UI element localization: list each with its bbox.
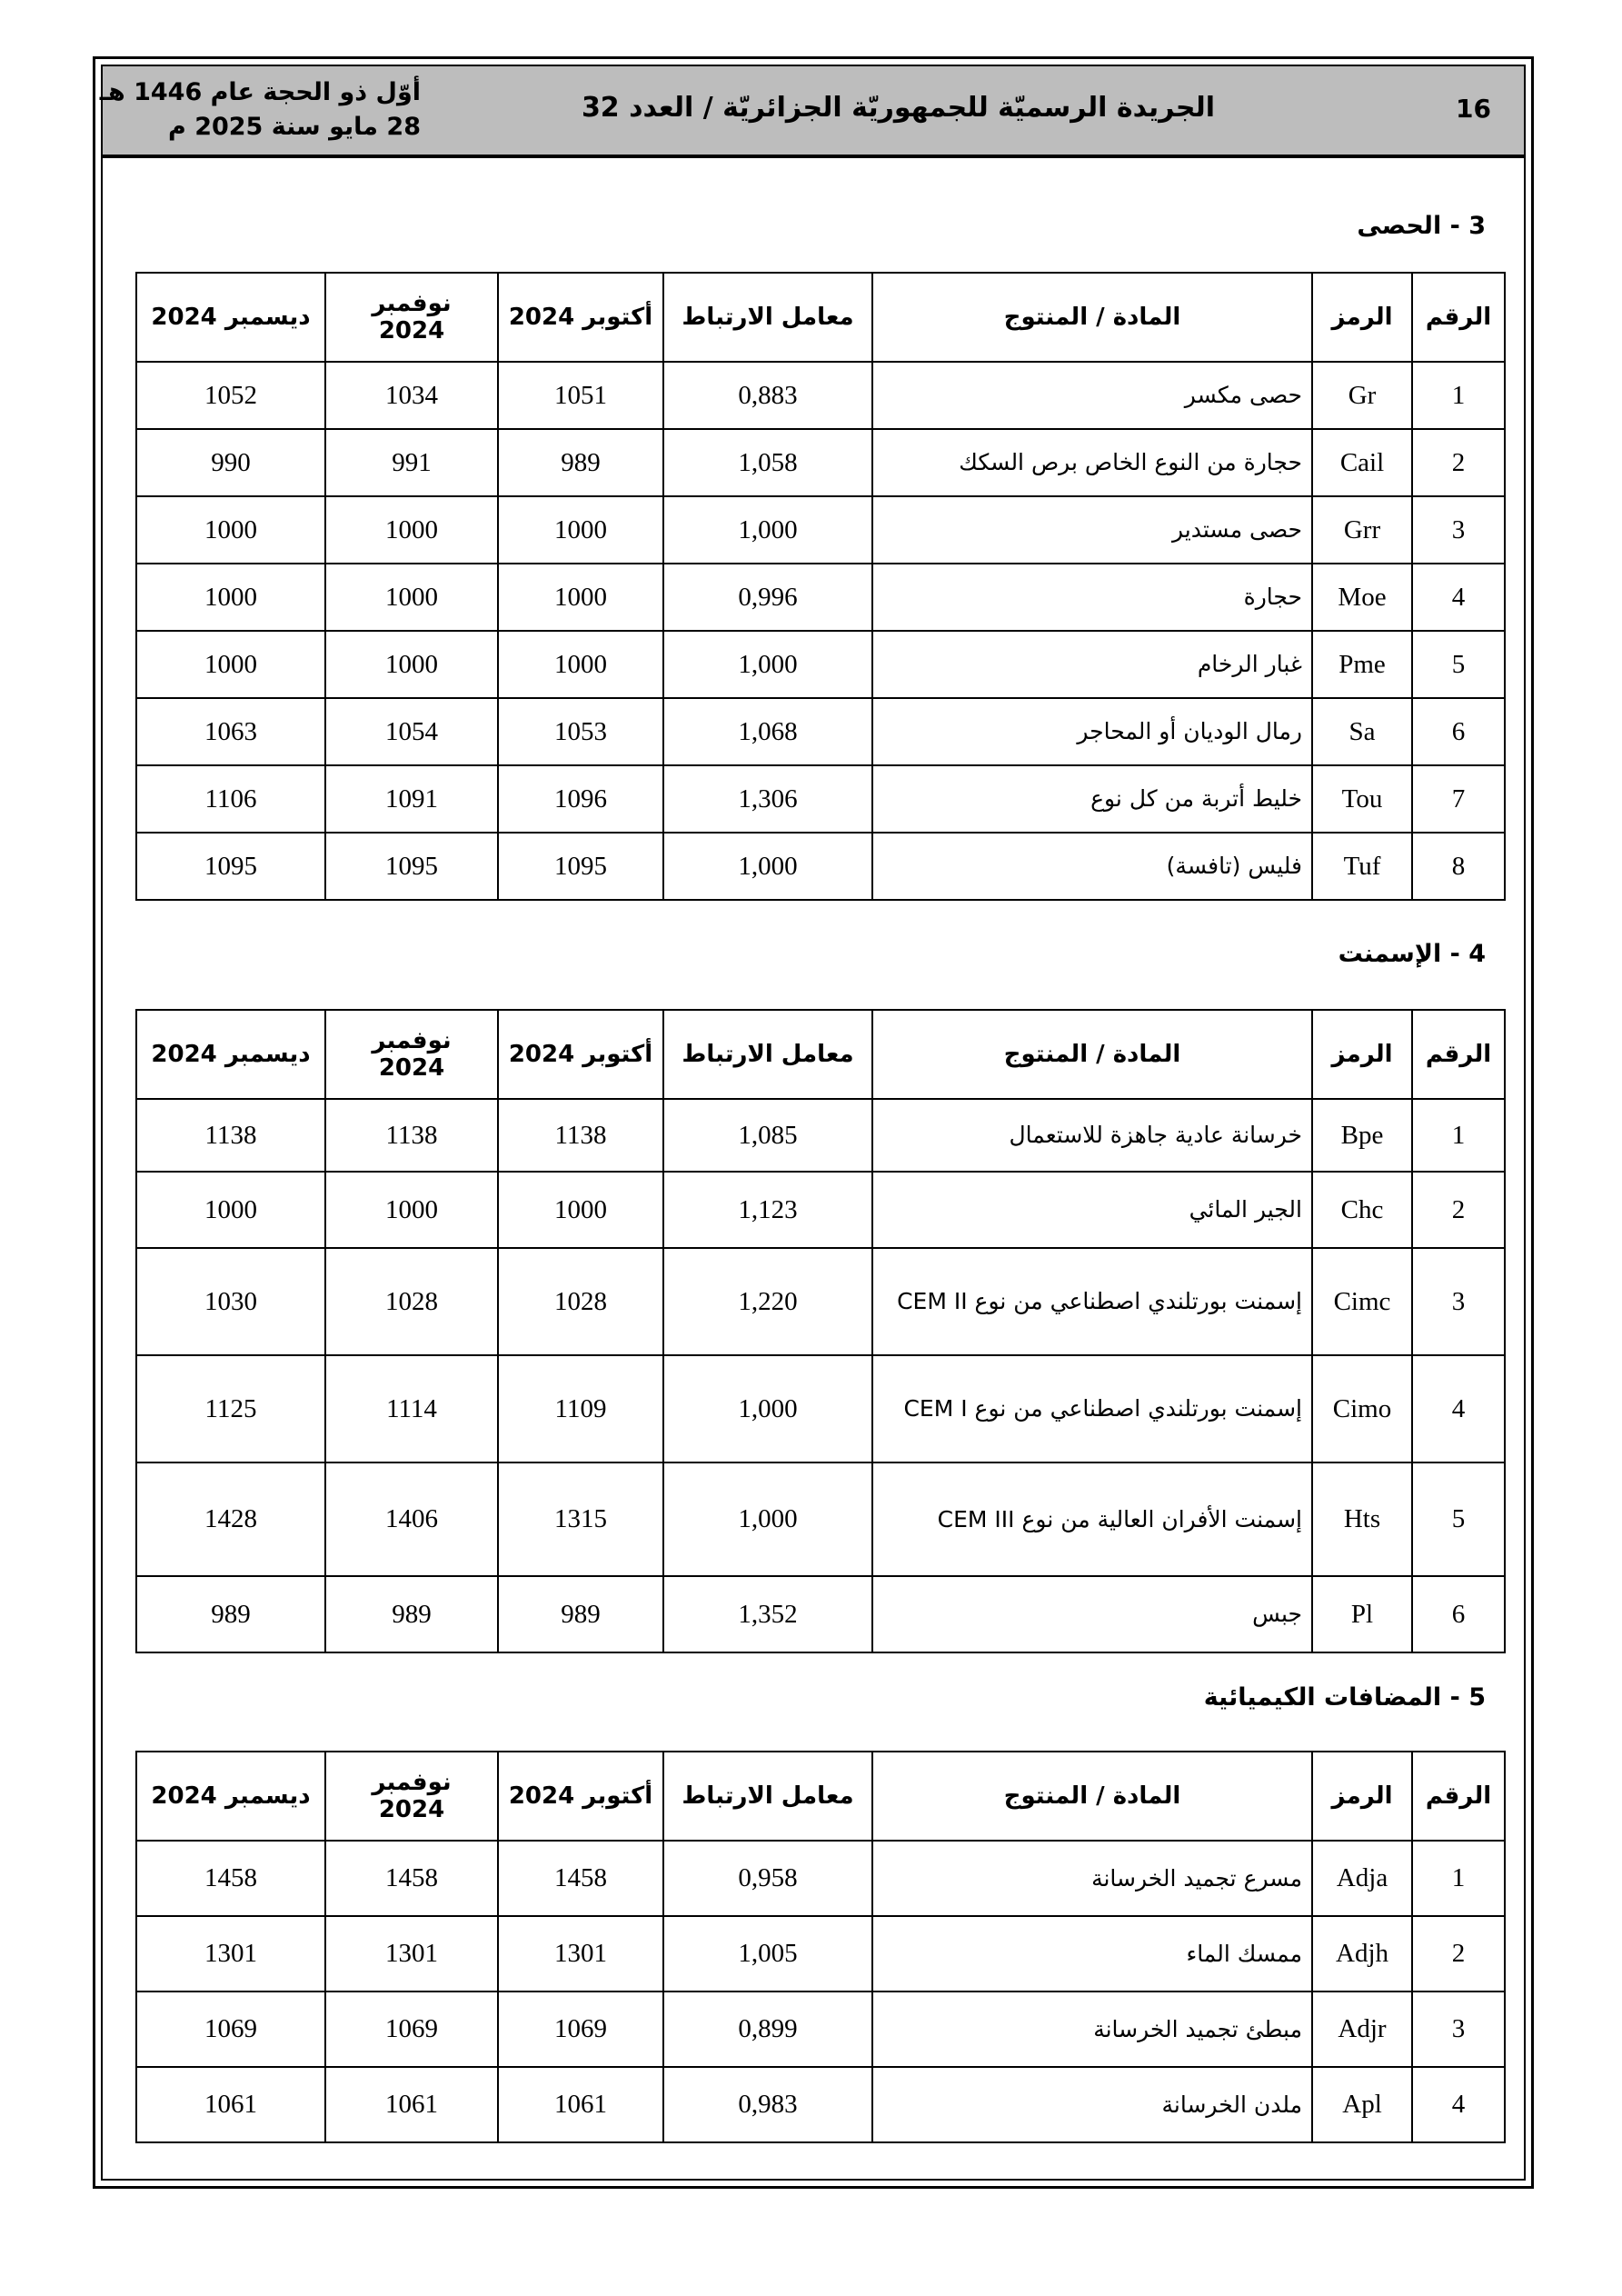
column-header-product: المادة / المنتوج <box>872 1010 1312 1099</box>
cell-december-2024: 1458 <box>136 1841 325 1916</box>
cell-index: 3 <box>1412 1992 1505 2067</box>
table-row <box>136 1576 1505 1652</box>
cell-december-2024: 989 <box>136 1576 325 1652</box>
cell-november-2024: 1034 <box>325 362 498 429</box>
cell-product: حجارة <box>872 564 1312 631</box>
cell-correlation-coefficient: 0,996 <box>663 564 872 631</box>
table-row <box>136 1841 1505 1916</box>
table-header-row <box>136 1010 1505 1099</box>
cell-correlation-coefficient: 0,883 <box>663 362 872 429</box>
column-header-october-2024: أكتوبر 2024 <box>498 273 663 362</box>
cell-product: خرسانة عادية جاهزة للاستعمال <box>872 1099 1312 1172</box>
cell-product: إسمنت بورتلندي اصطناعي من نوع CEM II <box>872 1248 1312 1355</box>
table-row <box>136 1462 1505 1576</box>
cell-december-2024: 1000 <box>136 564 325 631</box>
cell-correlation-coefficient: 1,220 <box>663 1248 872 1355</box>
table-gravel <box>135 272 1506 901</box>
table-row <box>136 362 1505 429</box>
section-title-gravel: 3 - الحصى <box>1357 212 1486 240</box>
cell-october-2024: 1095 <box>498 833 663 900</box>
cell-index: 2 <box>1412 1916 1505 1992</box>
cell-december-2024: 1138 <box>136 1099 325 1172</box>
cell-product: إسمنت بورتلندي اصطناعي من نوع CEM I <box>872 1355 1312 1462</box>
cell-october-2024: 1458 <box>498 1841 663 1916</box>
column-header-november-2024: نوفمبر 2024 <box>325 1010 498 1099</box>
column-header-december-2024: ديسمبر 2024 <box>136 1010 325 1099</box>
cell-index: 6 <box>1412 698 1505 765</box>
cell-correlation-coefficient: 1,000 <box>663 1462 872 1576</box>
table-row <box>136 496 1505 564</box>
cell-code: Pl <box>1312 1576 1412 1652</box>
cell-product: رمال الوديان أو المحاجر <box>872 698 1312 765</box>
cell-november-2024: 1061 <box>325 2067 498 2142</box>
table-row <box>136 2067 1505 2142</box>
cell-correlation-coefficient: 0,983 <box>663 2067 872 2142</box>
cell-product: حصى مكسر <box>872 362 1312 429</box>
cell-october-2024: 1000 <box>498 564 663 631</box>
cell-code: Cail <box>1312 429 1412 496</box>
cell-code: Adjr <box>1312 1992 1412 2067</box>
cell-october-2024: 1028 <box>498 1248 663 1355</box>
table-chemical-additives <box>135 1751 1506 2143</box>
cell-november-2024: 1458 <box>325 1841 498 1916</box>
column-header-index: الرقم <box>1412 1010 1505 1099</box>
cell-december-2024: 1061 <box>136 2067 325 2142</box>
table-row <box>136 1992 1505 2067</box>
cell-correlation-coefficient: 1,085 <box>663 1099 872 1172</box>
column-header-product: المادة / المنتوج <box>872 1752 1312 1841</box>
cell-index: 1 <box>1412 1841 1505 1916</box>
cell-correlation-coefficient: 1,005 <box>663 1916 872 1992</box>
cell-november-2024: 1000 <box>325 1172 498 1248</box>
cell-correlation-coefficient: 1,000 <box>663 1355 872 1462</box>
cell-correlation-coefficient: 1,000 <box>663 496 872 564</box>
table-row <box>136 1248 1505 1355</box>
cell-november-2024: 1114 <box>325 1355 498 1462</box>
cell-october-2024: 1109 <box>498 1355 663 1462</box>
table-row <box>136 1099 1505 1172</box>
cell-december-2024: 1000 <box>136 496 325 564</box>
column-header-october-2024: أكتوبر 2024 <box>498 1010 663 1099</box>
cell-product: فليس (تافسة) <box>872 833 1312 900</box>
table-row <box>136 631 1505 698</box>
cell-index: 3 <box>1412 496 1505 564</box>
cell-code: Cimc <box>1312 1248 1412 1355</box>
gazette-header <box>99 66 1524 158</box>
cell-november-2024: 1000 <box>325 631 498 698</box>
cell-index: 7 <box>1412 765 1505 833</box>
column-header-december-2024: ديسمبر 2024 <box>136 273 325 362</box>
cell-october-2024: 1000 <box>498 631 663 698</box>
cell-correlation-coefficient: 1,352 <box>663 1576 872 1652</box>
cell-november-2024: 991 <box>325 429 498 496</box>
cell-code: Sa <box>1312 698 1412 765</box>
cell-correlation-coefficient: 1,123 <box>663 1172 872 1248</box>
cell-october-2024: 1315 <box>498 1462 663 1576</box>
column-header-product: المادة / المنتوج <box>872 273 1312 362</box>
cell-october-2024: 1061 <box>498 2067 663 2142</box>
table-row <box>136 765 1505 833</box>
cell-code: Cimo <box>1312 1355 1412 1462</box>
cell-index: 8 <box>1412 833 1505 900</box>
cell-index: 5 <box>1412 1462 1505 1576</box>
date-hijri: أوّل ذو الحجة عام 1446 هـ <box>99 78 421 106</box>
cell-october-2024: 1051 <box>498 362 663 429</box>
cell-product: حصى مستدير <box>872 496 1312 564</box>
column-header-index: الرقم <box>1412 1752 1505 1841</box>
cell-correlation-coefficient: 1,058 <box>663 429 872 496</box>
cell-code: Gr <box>1312 362 1412 429</box>
cell-november-2024: 1069 <box>325 1992 498 2067</box>
cell-october-2024: 1096 <box>498 765 663 833</box>
cell-december-2024: 990 <box>136 429 325 496</box>
cell-december-2024: 1030 <box>136 1248 325 1355</box>
cell-index: 2 <box>1412 429 1505 496</box>
cell-october-2024: 1069 <box>498 1992 663 2067</box>
cell-december-2024: 1095 <box>136 833 325 900</box>
cell-code: Adja <box>1312 1841 1412 1916</box>
cell-october-2024: 989 <box>498 1576 663 1652</box>
cell-index: 5 <box>1412 631 1505 698</box>
column-header-correlation-coefficient: معامل الارتباط <box>663 1752 872 1841</box>
cell-november-2024: 1301 <box>325 1916 498 1992</box>
table-row <box>136 1916 1505 1992</box>
table-row <box>136 429 1505 496</box>
cell-october-2024: 1053 <box>498 698 663 765</box>
cell-correlation-coefficient: 0,899 <box>663 1992 872 2067</box>
cell-product: مبطئ تجميد الخرسانة <box>872 1992 1312 2067</box>
cell-index: 4 <box>1412 564 1505 631</box>
date-gregorian: 28 مايو سنة 2025 م <box>167 113 421 141</box>
cell-index: 6 <box>1412 1576 1505 1652</box>
cell-november-2024: 1138 <box>325 1099 498 1172</box>
cell-october-2024: 1138 <box>498 1099 663 1172</box>
cell-correlation-coefficient: 1,000 <box>663 631 872 698</box>
cell-october-2024: 1000 <box>498 1172 663 1248</box>
section-title-cement: 4 - الإسمنت <box>1338 940 1486 968</box>
cell-december-2024: 1106 <box>136 765 325 833</box>
column-header-october-2024: أكتوبر 2024 <box>498 1752 663 1841</box>
cell-december-2024: 1069 <box>136 1992 325 2067</box>
cell-product: خليط أتربة من كل نوع <box>872 765 1312 833</box>
column-header-code: الرمز <box>1312 1010 1412 1099</box>
cell-october-2024: 1000 <box>498 496 663 564</box>
table-header-row <box>136 1752 1505 1841</box>
column-header-code: الرمز <box>1312 1752 1412 1841</box>
cell-correlation-coefficient: 1,068 <box>663 698 872 765</box>
cell-product: حجارة من النوع الخاص برص السكك <box>872 429 1312 496</box>
cell-november-2024: 1406 <box>325 1462 498 1576</box>
cell-december-2024: 1063 <box>136 698 325 765</box>
cell-product: إسمنت الأفران العالية من نوع CEM III <box>872 1462 1312 1576</box>
column-header-code: الرمز <box>1312 273 1412 362</box>
column-header-december-2024: ديسمبر 2024 <box>136 1752 325 1841</box>
table-cement <box>135 1009 1506 1653</box>
cell-product: مسرع تجميد الخرسانة <box>872 1841 1312 1916</box>
cell-october-2024: 989 <box>498 429 663 496</box>
cell-december-2024: 1301 <box>136 1916 325 1992</box>
cell-code: Tou <box>1312 765 1412 833</box>
issue-date <box>75 75 421 145</box>
cell-correlation-coefficient: 1,000 <box>663 833 872 900</box>
cell-product: ممسك الماء <box>872 1916 1312 1992</box>
table-row <box>136 1172 1505 1248</box>
cell-code: Adjh <box>1312 1916 1412 1992</box>
cell-code: Apl <box>1312 2067 1412 2142</box>
table-row <box>136 698 1505 765</box>
column-header-correlation-coefficient: معامل الارتباط <box>663 1010 872 1099</box>
gazette-title: الجريدة الرسميّة للجمهوريّة الجزائريّة / العدد 32 <box>581 92 1215 124</box>
column-header-index: الرقم <box>1412 273 1505 362</box>
table-row <box>136 1355 1505 1462</box>
cell-november-2024: 1028 <box>325 1248 498 1355</box>
cell-correlation-coefficient: 0,958 <box>663 1841 872 1916</box>
cell-product: جبس <box>872 1576 1312 1652</box>
cell-correlation-coefficient: 1,306 <box>663 765 872 833</box>
cell-code: Grr <box>1312 496 1412 564</box>
cell-code: Tuf <box>1312 833 1412 900</box>
cell-november-2024: 1095 <box>325 833 498 900</box>
cell-index: 4 <box>1412 1355 1505 1462</box>
cell-index: 4 <box>1412 2067 1505 2142</box>
cell-index: 1 <box>1412 1099 1505 1172</box>
cell-code: Hts <box>1312 1462 1412 1576</box>
cell-december-2024: 1000 <box>136 631 325 698</box>
cell-december-2024: 1125 <box>136 1355 325 1462</box>
table-row <box>136 564 1505 631</box>
cell-index: 3 <box>1412 1248 1505 1355</box>
column-header-correlation-coefficient: معامل الارتباط <box>663 273 872 362</box>
cell-november-2024: 989 <box>325 1576 498 1652</box>
table-row <box>136 833 1505 900</box>
cell-product: ملدن الخرسانة <box>872 2067 1312 2142</box>
section-title-chemical-additives: 5 - المضافات الكيميائية <box>1203 1683 1486 1712</box>
cell-november-2024: 1054 <box>325 698 498 765</box>
cell-november-2024: 1091 <box>325 765 498 833</box>
cell-november-2024: 1000 <box>325 564 498 631</box>
page-number: 16 <box>1456 94 1491 124</box>
cell-code: Moe <box>1312 564 1412 631</box>
cell-code: Pme <box>1312 631 1412 698</box>
cell-product: الجير المائي <box>872 1172 1312 1248</box>
column-header-november-2024: نوفمبر 2024 <box>325 1752 498 1841</box>
cell-december-2024: 1052 <box>136 362 325 429</box>
table-header-row <box>136 273 1505 362</box>
cell-index: 2 <box>1412 1172 1505 1248</box>
cell-code: Bpe <box>1312 1099 1412 1172</box>
cell-november-2024: 1000 <box>325 496 498 564</box>
cell-december-2024: 1428 <box>136 1462 325 1576</box>
cell-index: 1 <box>1412 362 1505 429</box>
cell-code: Chc <box>1312 1172 1412 1248</box>
cell-october-2024: 1301 <box>498 1916 663 1992</box>
cell-product: غبار الرخام <box>872 631 1312 698</box>
column-header-november-2024: نوفمبر 2024 <box>325 273 498 362</box>
cell-december-2024: 1000 <box>136 1172 325 1248</box>
